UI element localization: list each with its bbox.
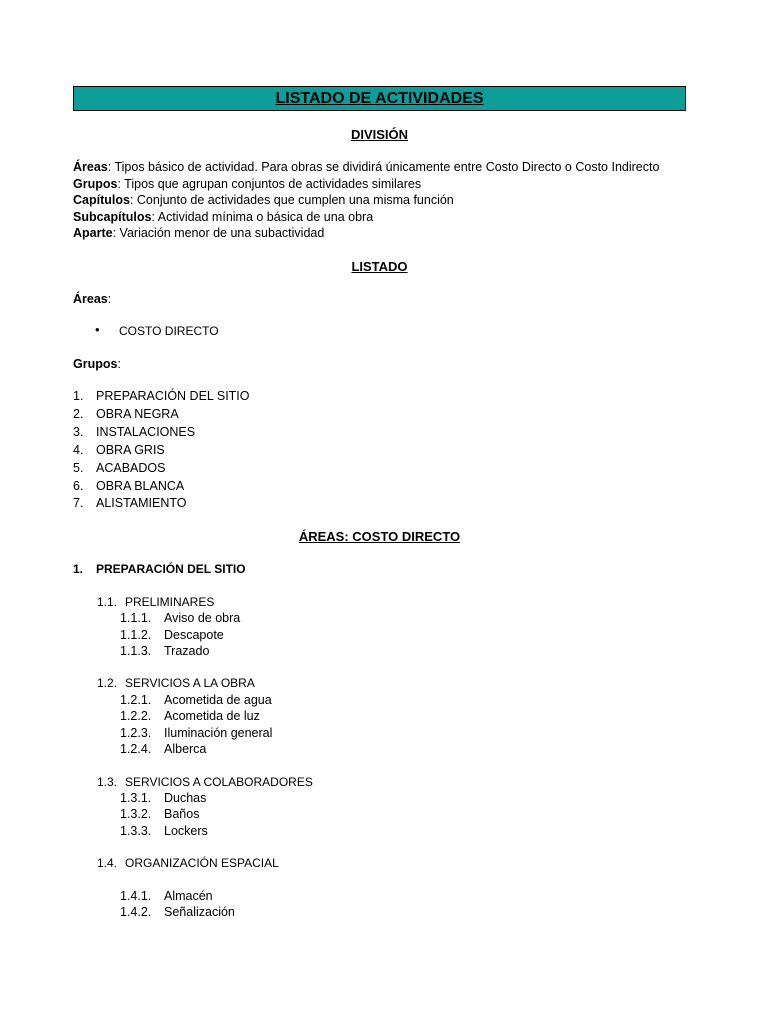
subchapter-number: 1.1.1. (120, 611, 152, 626)
subchapter-label: Alberca (164, 742, 207, 757)
subchapter-item (73, 790, 686, 806)
list-item (73, 388, 686, 406)
subchapter-label: Duchas (164, 790, 207, 805)
definition-text: : Conjunto de actividades que cumplen una misma función (129, 193, 454, 207)
list-item (73, 424, 686, 442)
chapter-heading (73, 774, 686, 790)
subchapter-number: 1.1.3. (120, 644, 152, 659)
subchapter-label: Acometida de agua (164, 692, 272, 707)
definition-term: Capítulos (73, 193, 130, 207)
item-label: OBRA BLANCA (96, 478, 185, 493)
item-label: ACABADOS (96, 460, 166, 475)
subchapter-number: 1.1.2. (120, 627, 152, 642)
area-item: COSTO DIRECTO (119, 324, 219, 338)
subchapter-item (73, 725, 686, 741)
subchapter-label: Iluminación general (164, 725, 273, 740)
subchapter-label: Aviso de obra (164, 611, 241, 626)
list-item (73, 406, 686, 424)
item-label: ALISTAMIENTO (96, 496, 187, 511)
subchapter-item (73, 806, 686, 822)
bullet-icon: • (95, 322, 100, 337)
listado-heading: LISTADO (351, 258, 408, 274)
definition-term: Aparte (73, 226, 113, 240)
subchapter-item (73, 692, 686, 708)
areas-colon: : (107, 291, 112, 306)
subchapter-item (73, 823, 686, 839)
item-label: INSTALACIONES (96, 424, 196, 439)
document-page (73, 86, 686, 920)
item-number: 6. (73, 478, 84, 493)
list-item (73, 478, 686, 496)
division-heading: DIVISIÓN (350, 127, 409, 142)
definition-row (73, 209, 686, 226)
subchapter-item (73, 643, 686, 659)
definition-row (73, 176, 686, 193)
subchapter-number: 1.4.1. (120, 888, 152, 903)
subchapter-item (73, 741, 686, 757)
chapter-number: 1.3. (97, 774, 118, 789)
list-item (73, 323, 686, 340)
item-number: 2. (73, 406, 84, 421)
subchapter-number: 1.2.4. (120, 742, 152, 757)
subchapter-number: 1.3.1. (120, 790, 152, 805)
definition-term: Grupos (73, 176, 118, 191)
subchapter-number: 1.2.3. (120, 725, 152, 740)
definition-text: : Tipos que agrupan conjuntos de actividades similares (117, 176, 422, 191)
subchapter-label: Acometida de luz (164, 709, 260, 724)
areas-label: Áreas (73, 291, 108, 306)
document-title (73, 86, 686, 111)
chapter-label: SERVICIOS A COLABORADORES (125, 774, 313, 789)
grupos-label-row (73, 356, 686, 373)
chapter-label: SERVICIOS A LA OBRA (125, 676, 255, 691)
chapter-number: 1.2. (97, 676, 118, 691)
definition-text: : Tipos básico de actividad. Para obras se dividirá únicamente entre Costo Directo o Costo Indirecto (107, 160, 660, 174)
chapter-heading (73, 594, 686, 610)
chapter-label: ORGANIZACIÓN ESPACIAL (125, 856, 279, 871)
grupos-colon: : (117, 356, 121, 371)
definition-row (73, 225, 686, 242)
subchapter-label: Almacén (164, 888, 213, 903)
subchapter-item (73, 904, 686, 920)
definition-text: : Variación menor de una subactividad (112, 226, 325, 240)
definitions-block (73, 159, 686, 242)
subchapter-number: 1.2.2. (120, 709, 152, 724)
item-label: OBRA GRIS (96, 442, 165, 457)
chapter-number: 1.1. (97, 594, 118, 609)
subchapter-item (73, 708, 686, 724)
definition-term: Áreas (73, 160, 108, 174)
item-number: 3. (73, 424, 84, 439)
item-number: 5. (73, 460, 84, 475)
subchapter-number: 1.3.2. (120, 807, 152, 822)
definition-row (73, 159, 686, 176)
item-number: 4. (73, 442, 84, 457)
item-label: OBRA NEGRA (96, 406, 179, 421)
document-title-text: LISTADO DE ACTIVIDADES (275, 89, 484, 107)
subchapter-label: Trazado (164, 644, 210, 659)
subchapter-number: 1.3.3. (120, 823, 152, 838)
section-number: 1. (73, 562, 84, 577)
item-label: PREPARACIÓN DEL SITIO (96, 389, 250, 403)
definition-row (73, 192, 686, 209)
costo-directo-heading: ÁREAS: COSTO DIRECTO (298, 529, 461, 545)
areas-label-row (73, 291, 686, 308)
section-label: PREPARACIÓN DEL SITIO (96, 562, 246, 577)
chapter-heading (73, 855, 686, 871)
chapter-heading (73, 675, 686, 691)
subchapter-item (73, 627, 686, 643)
chapter-label: PRELIMINARES (125, 594, 215, 609)
subchapter-number: 1.4.2. (120, 904, 152, 919)
subchapter-item (73, 888, 686, 904)
definition-term: Subcapítulos (73, 209, 152, 224)
list-item (73, 442, 686, 460)
subchapter-label: Señalización (164, 904, 235, 919)
item-number: 7. (73, 496, 84, 511)
subchapter-label: Descapote (164, 627, 224, 642)
grupos-label: Grupos (73, 356, 118, 371)
subchapter-label: Lockers (164, 823, 208, 838)
subchapter-label: Baños (164, 807, 200, 822)
definition-text: : Actividad mínima o básica de una obra (151, 209, 374, 224)
list-item (73, 495, 686, 513)
chapter-number: 1.4. (97, 856, 118, 871)
list-item (73, 460, 686, 478)
section-heading (73, 561, 686, 578)
subchapter-number: 1.2.1. (120, 692, 152, 707)
grupos-list (73, 388, 686, 513)
item-number: 1. (73, 389, 84, 403)
subchapter-item (73, 610, 686, 626)
